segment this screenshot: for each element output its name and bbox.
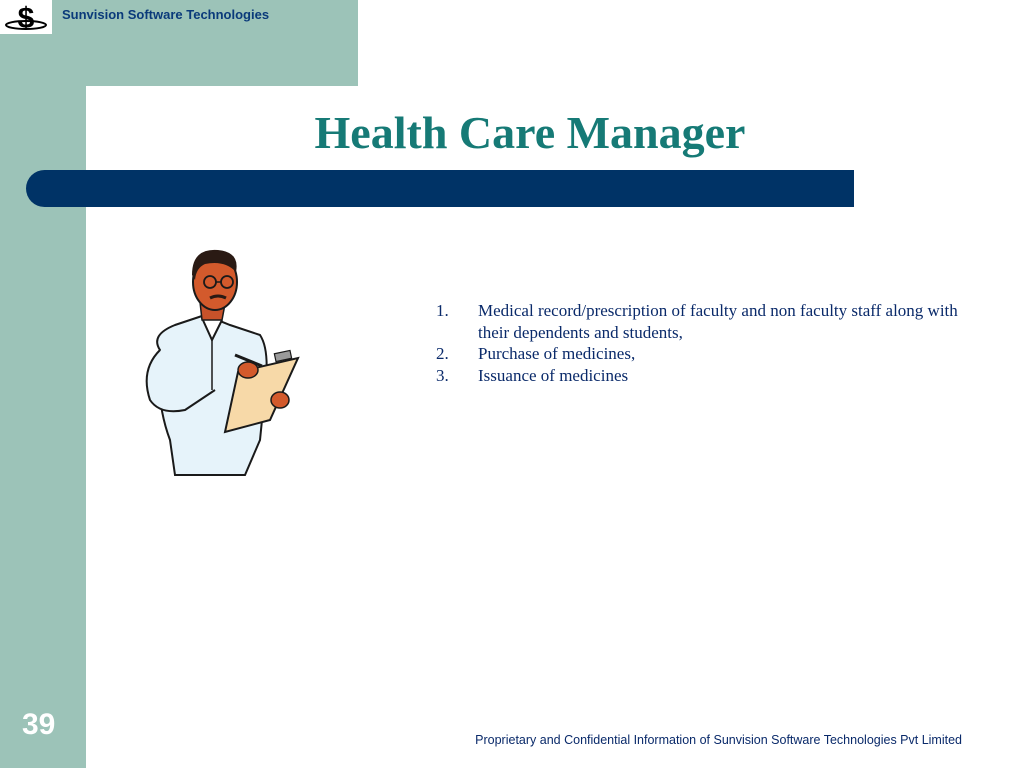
company-name: Sunvision Software Technologies	[62, 7, 270, 22]
list-item	[436, 343, 976, 365]
list-item-number: 1.	[436, 301, 449, 320]
list-item	[436, 300, 976, 343]
slide-title: Health Care Manager	[314, 107, 746, 158]
title-underline-bar	[26, 170, 854, 207]
slide-number: 39	[22, 708, 56, 741]
footer-text: Proprietary and Confidential Information of Sunvision Software Technologies Pvt Limited	[475, 733, 962, 747]
list-item	[436, 365, 976, 387]
list-item-text: Medical record/prescription of faculty and non faculty staff along with their dependents and students,	[478, 301, 958, 342]
list-item-number: 2.	[436, 344, 449, 363]
doctor-with-clipboard-icon	[130, 240, 320, 480]
list-item-text: Purchase of medicines,	[478, 344, 636, 363]
left-teal-band	[0, 0, 86, 768]
feature-list	[436, 300, 976, 386]
list-item-number: 3.	[436, 365, 449, 385]
svg-text:$: $	[17, 2, 35, 34]
list-item-text: Issuance of medicines	[478, 365, 629, 385]
company-logo	[0, 0, 52, 34]
dollar-sign-logo-icon	[0, 0, 52, 34]
